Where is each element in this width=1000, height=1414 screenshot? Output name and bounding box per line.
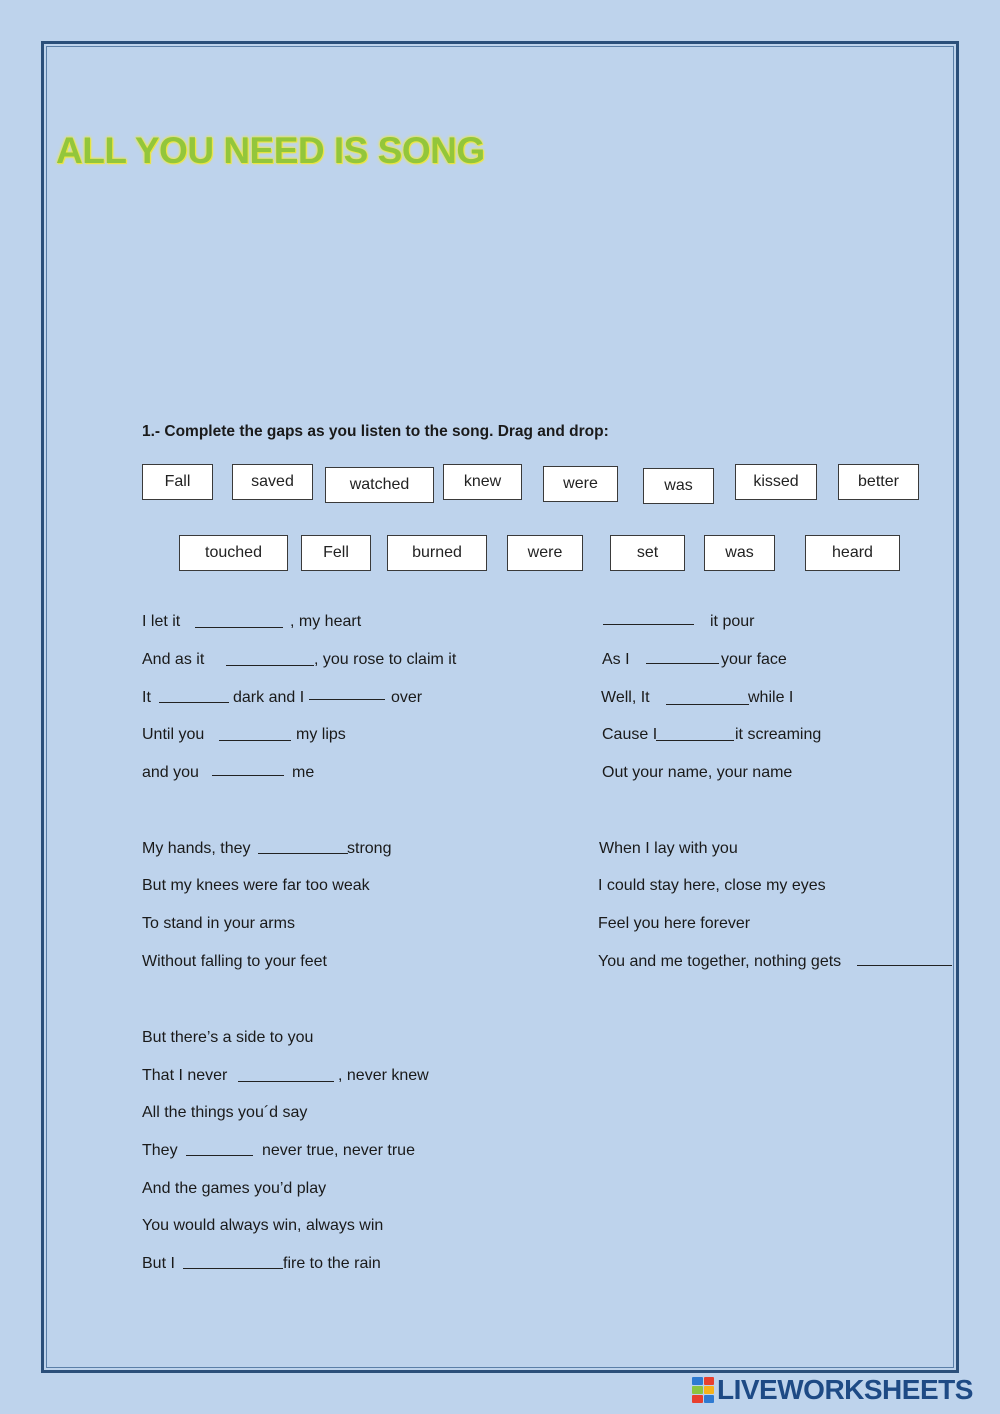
lyric-text: But there’s a side to you [142,1029,314,1046]
lyric-text: never true, never true [262,1142,415,1159]
lyric-text: , my heart [290,613,362,630]
lyric-text: strong [347,840,392,857]
lyric-text: while I [748,689,794,706]
word-chip[interactable]: touched [179,535,288,571]
word-chip[interactable]: were [543,466,618,502]
answer-gap[interactable] [857,965,952,966]
lyric-text: Without falling to your feet [142,953,327,970]
word-chip[interactable]: set [610,535,685,571]
word-chip[interactable]: kissed [735,464,817,500]
answer-gap[interactable] [186,1155,253,1156]
lyric-text: But my knees were far too weak [142,877,370,894]
lyric-text: I let it [142,613,181,630]
logo-text: LIVEWORKSHEETS [717,1374,973,1405]
exercise-instruction: 1.- Complete the gaps as you listen to the song. Drag and drop: [142,423,609,440]
answer-gap[interactable] [646,663,719,664]
answer-gap[interactable] [212,775,284,776]
lyric-text: , you rose to claim it [314,651,457,668]
word-chip[interactable]: heard [805,535,900,571]
answer-gap[interactable] [309,699,385,700]
answer-gap[interactable] [258,853,348,854]
liveworksheets-logo [692,1374,973,1406]
word-chip[interactable]: Fell [301,535,371,571]
answer-gap[interactable] [666,704,749,705]
lyric-text: Well, It [601,689,650,706]
lyric-text: Feel you here forever [598,915,751,932]
word-chip[interactable]: watched [325,467,434,503]
answer-gap[interactable] [603,624,694,625]
worksheet-title: ALL YOU NEED IS SONG [56,130,485,171]
lyric-text: , never knew [338,1067,429,1084]
lyric-text: That I never [142,1067,228,1084]
lyric-text: They [142,1142,178,1159]
lyric-text: fire to the rain [283,1255,381,1272]
answer-gap[interactable] [195,627,283,628]
lyric-text: And the games you’d play [142,1180,327,1197]
word-chip[interactable]: knew [443,464,522,500]
word-chip[interactable]: was [643,468,714,504]
word-chip[interactable]: was [704,535,775,571]
word-chip[interactable]: Fall [142,464,213,500]
lyric-text: Until you [142,726,205,743]
page-border [41,41,959,1373]
lyric-text: and you [142,764,199,781]
answer-gap[interactable] [159,702,229,703]
word-chip[interactable]: better [838,464,919,500]
lyric-text: You and me together, nothing gets [598,953,842,970]
lyric-text: When I lay with you [599,840,738,857]
lyric-text: Out your name, your name [602,764,793,781]
lyric-text: my lips [296,726,346,743]
lyric-text: As I [602,651,630,668]
lyric-text: over [391,689,423,706]
logo-blocks-icon [692,1377,714,1403]
word-chip[interactable]: burned [387,535,487,571]
word-chip[interactable]: were [507,535,583,571]
lyric-text: me [292,764,315,781]
answer-gap[interactable] [226,665,314,666]
lyric-text: But I [142,1255,175,1272]
lyric-text: It [142,689,151,706]
answer-gap[interactable] [656,740,734,741]
lyric-text: Cause I [602,726,658,743]
word-chip[interactable]: saved [232,464,313,500]
lyric-text: dark and I [233,689,305,706]
answer-gap[interactable] [183,1268,283,1269]
lyric-text: To stand in your arms [142,915,295,932]
answer-gap[interactable] [219,740,291,741]
lyric-text: And as it [142,651,205,668]
lyric-text: your face [721,651,787,668]
lyric-text: You would always win, always win [142,1217,384,1234]
lyric-text: it pour [710,613,755,630]
lyric-text: All the things you´d say [142,1104,308,1121]
lyric-text: it screaming [735,726,822,743]
lyric-text: My hands, they [142,840,251,857]
answer-gap[interactable] [238,1081,334,1082]
lyric-text: I could stay here, close my eyes [598,877,826,894]
